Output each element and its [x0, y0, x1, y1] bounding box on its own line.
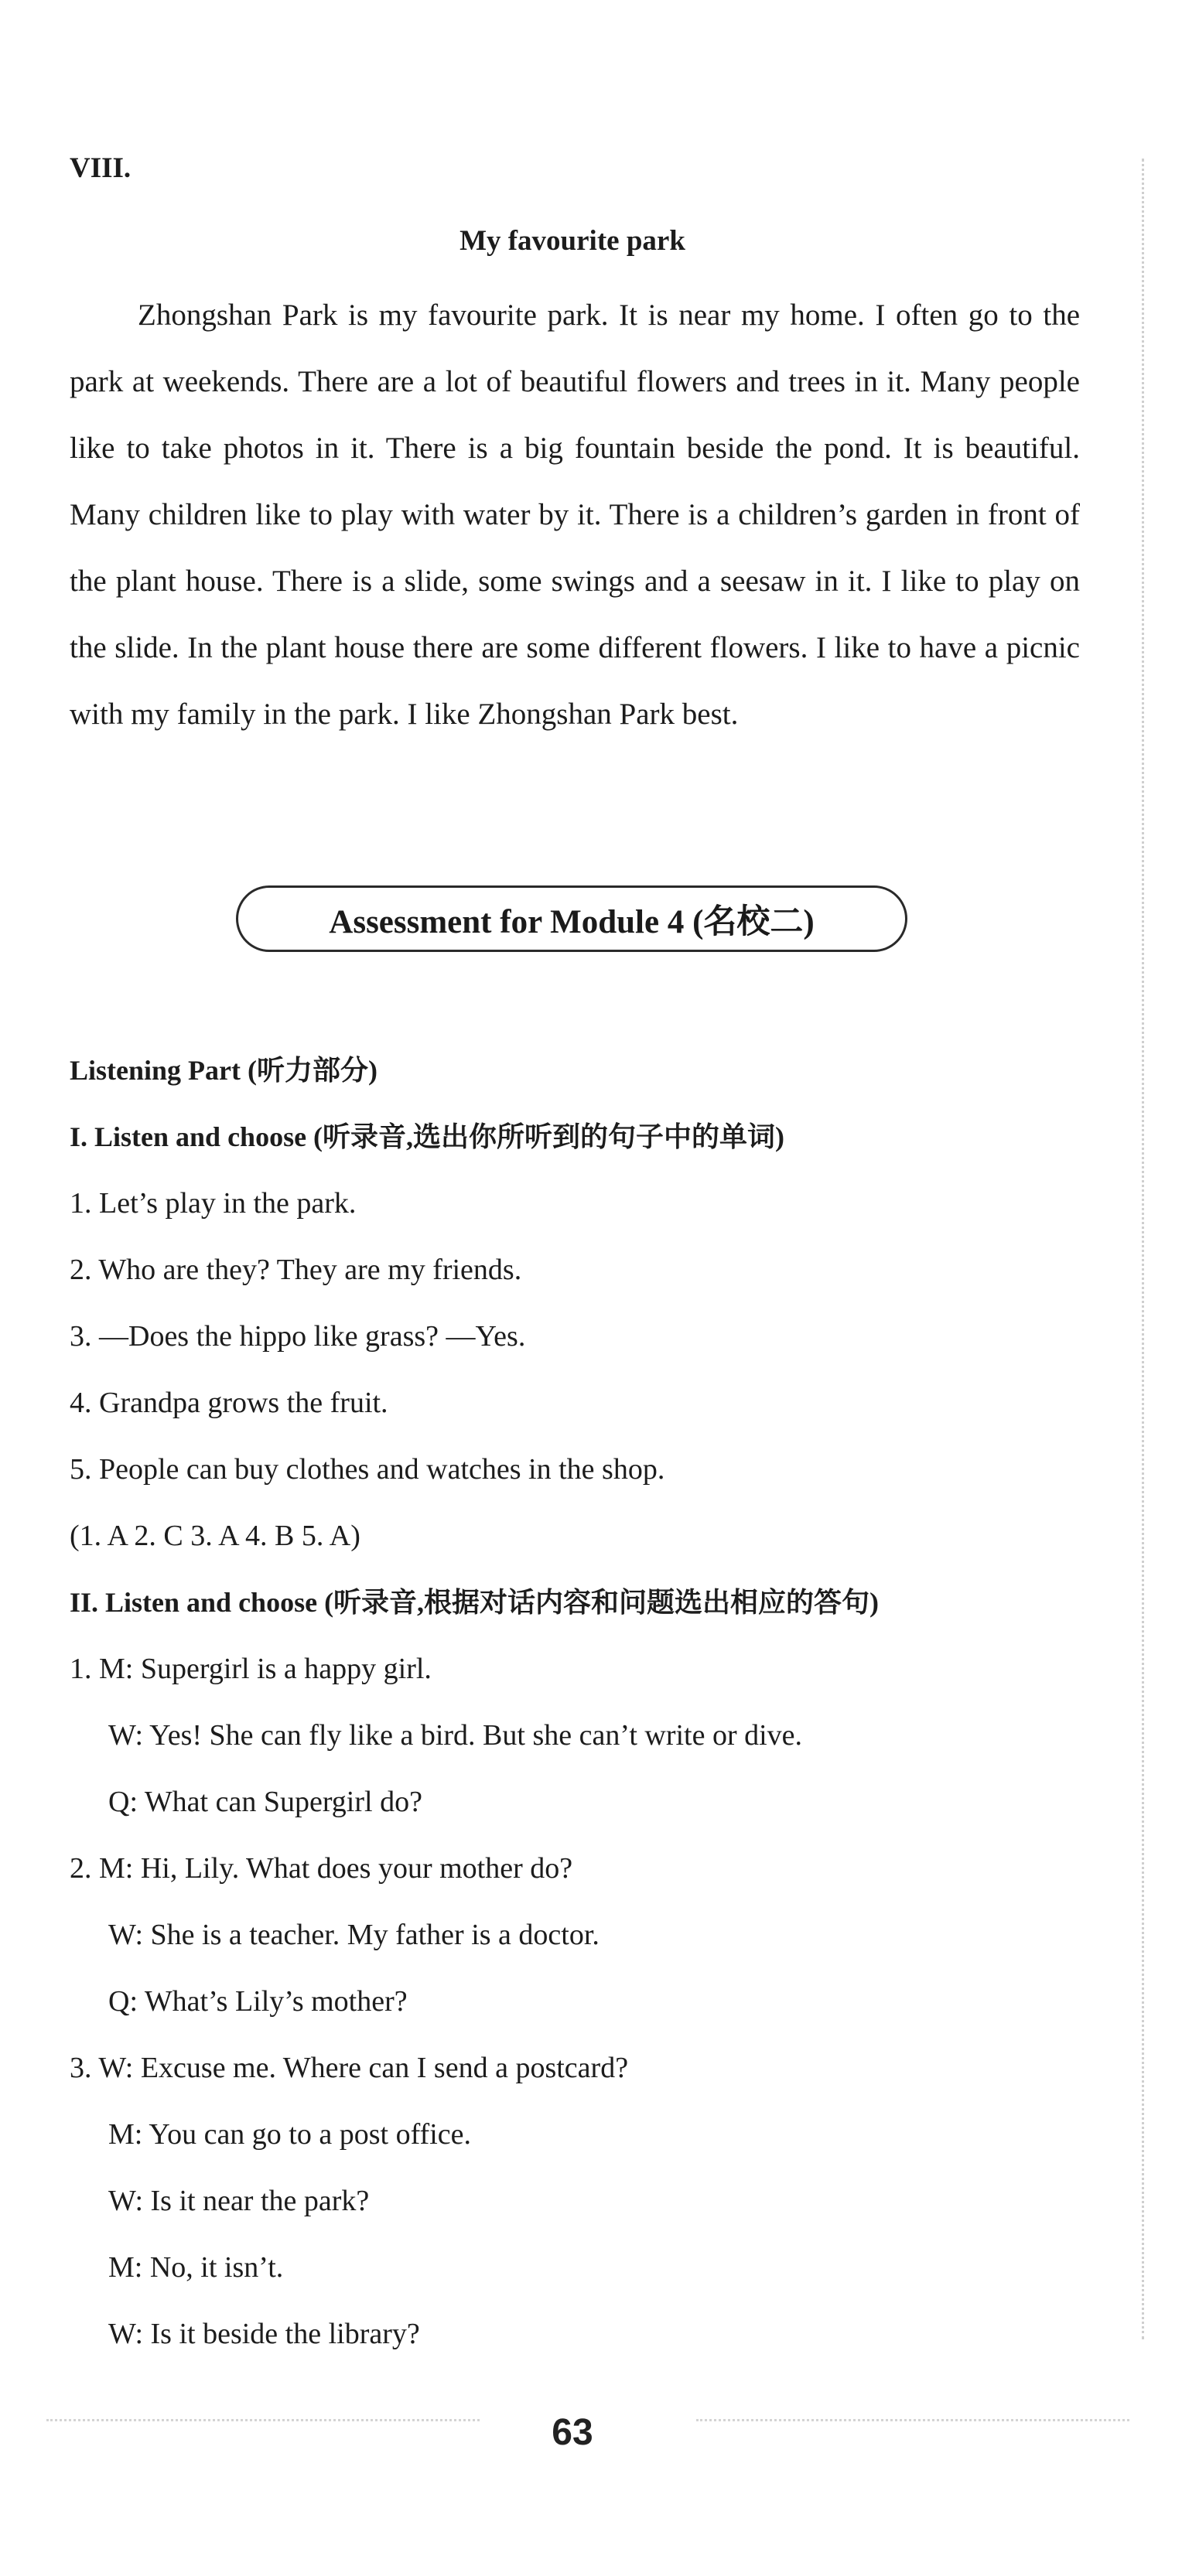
dialogue-line: Q: What’s Lily’s mother? [108, 1985, 408, 2018]
dialogue-line: W: Is it beside the library? [108, 2318, 420, 2350]
dialogue-line: W: Yes! She can fly like a bird. But she can’t write or dive. [108, 1719, 803, 1752]
dialogue-line: 1. M: Supergirl is a happy girl. [70, 1653, 432, 1685]
dialogue-line: W: She is a teacher. My father is a doctor. [108, 1919, 600, 1951]
list-item: 2. Who are they? They are my friends. [70, 1254, 522, 1286]
section-label-viii: VIII. [70, 152, 132, 184]
list-item: 4. Grandpa grows the fruit. [70, 1387, 388, 1419]
dialogue-line: 3. W: Excuse me. Where can I send a postcard? [70, 2052, 629, 2084]
margin-rule [1142, 159, 1144, 2339]
dialogue-line: M: No, it isn’t. [108, 2251, 284, 2284]
essay-paragraph: Zhongshan Park is my favourite park. It is near my home. I often go to the park at weekends. There are a lot of beautiful flowers and trees in it. Many people like to take photos in it. There is a big fountain beside the pond. It is beautiful. Many children like to play with water by it. There is a children’s garden in front of the plant house. There is a slide, some swings and a seesaw in it. I like to play on the slide. In the plant house there are some different flowers. I like to have a picnic with my family in the park. I like Zhongshan Park best. [70, 299, 1080, 731]
list-item: 3. —Does the hippo like grass? —Yes. [70, 1320, 526, 1353]
answer-key: (1. A 2. C 3. A 4. B 5. A) [70, 1520, 360, 1552]
page-number: 63 [552, 2412, 593, 2453]
dialogue-line: W: Is it near the park? [108, 2185, 370, 2217]
listening-part-heading: Listening Part (听力部分) [70, 1055, 377, 1086]
part2-heading: II. Listen and choose (听录音,根据对话内容和问题选出相应的答句) [70, 1587, 880, 1618]
dialogue-line: 2. M: Hi, Lily. What does your mother do? [70, 1852, 573, 1885]
list-item: 5. People can buy clothes and watches in the shop. [70, 1453, 665, 1486]
list-item: 1. Let’s play in the park. [70, 1187, 357, 1220]
dialogue-line: M: You can go to a post office. [108, 2118, 471, 2151]
essay-title: My favourite park [459, 225, 685, 257]
module-assessment-banner: Assessment for Module 4 (名校二) [236, 885, 907, 952]
dialogue-line: Q: What can Supergirl do? [108, 1786, 422, 1818]
part1-heading: I. Listen and choose (听录音,选出你所听到的句子中的单词) [70, 1121, 785, 1152]
